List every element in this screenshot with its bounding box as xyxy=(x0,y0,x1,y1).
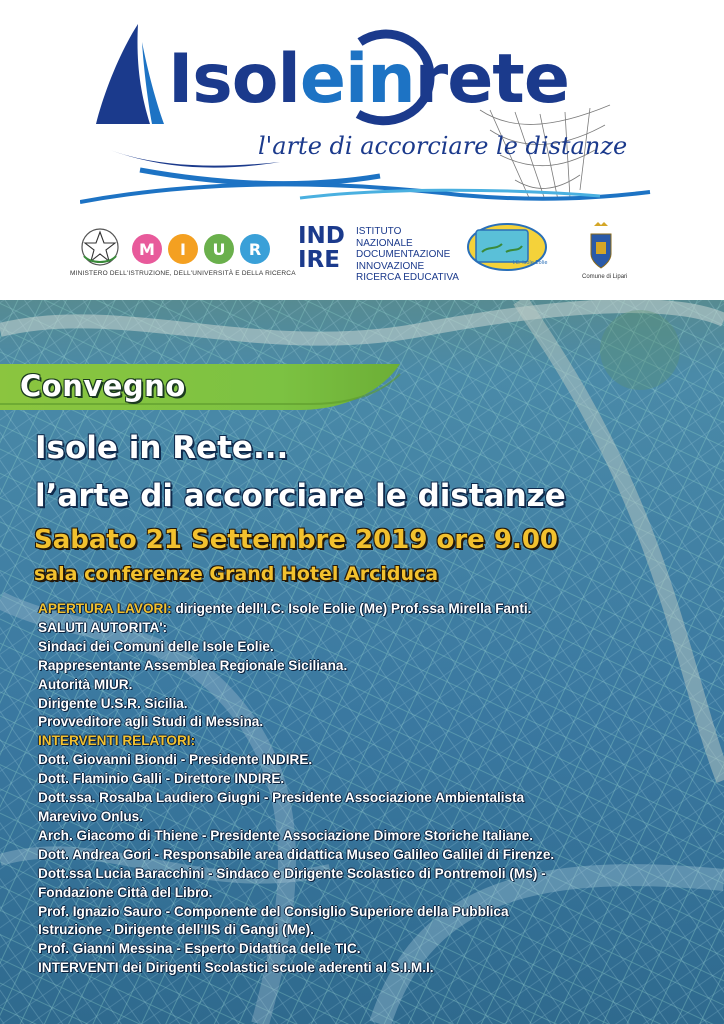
program-line xyxy=(38,676,718,695)
program-text: Dott. Andrea Gori - Responsabile area didattica Museo Galileo Galilei di Firenze. xyxy=(38,846,555,862)
program-text: Dott.ssa. Rosalba Laudiero Giugni - Presidente Associazione Ambientalista xyxy=(38,790,525,806)
program-text: Dott.ssa Lucia Baracchini - Sindaco e Dirigente Scolastico di Pontremoli (Ms) - xyxy=(38,865,546,881)
program-line xyxy=(38,846,718,865)
indire-mark-top: IND xyxy=(298,223,345,249)
event-date: Sabato 21 Settembre 2019 ore 9.00 xyxy=(34,525,558,555)
program-heading: APERTURA LAVORI: xyxy=(38,601,172,616)
event-venue: sala conferenze Grand Hotel Arciduca xyxy=(34,563,439,585)
program-text: Istruzione - Dirigente dell'IIS di Gangi (Me). xyxy=(38,922,314,938)
sailboat-icon xyxy=(90,22,170,132)
miur-letter-r: R xyxy=(248,240,262,259)
program-line xyxy=(38,959,718,978)
program-text: INTERVENTI dei Dirigenti Scolastici scuole aderenti al S.I.M.I. xyxy=(38,960,434,976)
miur-letter-u: U xyxy=(212,240,226,259)
logo-title-in: in xyxy=(344,40,415,119)
miur-letter-m: M xyxy=(139,240,155,259)
logo-title-rete: rete xyxy=(414,40,569,119)
miur-letter-i: I xyxy=(180,240,186,259)
logo-tagline: l'arte di accorciare le distanze xyxy=(258,132,628,160)
program-text: Marevivo Onlus. xyxy=(38,808,144,824)
school-caption: I.C. Isole Eolie xyxy=(512,260,548,266)
program-text: Arch. Giacomo di Thiene - Presidente Associazione Dimore Storiche Italiane. xyxy=(38,827,534,843)
program-text: Prof. Ignazio Sauro - Componente del Consiglio Superiore della Pubblica xyxy=(38,903,509,919)
school-logo xyxy=(466,222,548,272)
comune-caption: Comune di Lipari xyxy=(582,274,628,280)
program-line xyxy=(38,695,718,714)
program-text: Fondazione Città del Libro. xyxy=(38,884,213,900)
program-line xyxy=(38,865,718,884)
program-text: Provveditore agli Studi di Messina. xyxy=(38,714,264,730)
program-line xyxy=(38,789,718,808)
program-heading: INTERVENTI RELATORI: xyxy=(38,733,196,749)
program-line xyxy=(38,903,718,922)
event-title-line2: l’arte di accorciare le distanze xyxy=(35,478,566,514)
coat-of-arms-icon xyxy=(588,220,614,270)
logo-title-isol: Isol xyxy=(168,40,300,119)
program-line xyxy=(38,713,718,732)
program-text: Dott. Flaminio Galli - Direttore INDIRE. xyxy=(38,771,285,787)
program-line xyxy=(38,751,718,770)
miur-caption: MINISTERO DELL'ISTRUZIONE, DELL'UNIVERSITÀ E DELLA RICERCA xyxy=(70,270,296,277)
indire-caption-line: DOCUMENTAZIONE xyxy=(356,249,451,260)
indire-caption xyxy=(356,226,459,284)
program-line xyxy=(38,657,718,676)
indire-mark-bottom: IRE xyxy=(298,247,340,273)
waves-icon xyxy=(80,140,680,220)
indire-caption-line: ISTITUTO xyxy=(356,226,402,237)
program-line xyxy=(38,940,718,959)
program-line xyxy=(38,884,718,903)
program-line xyxy=(38,732,718,751)
miur-logo xyxy=(130,232,280,266)
program-line xyxy=(38,827,718,846)
program-line xyxy=(38,770,718,789)
program-text: Dott. Giovanni Biondi - Presidente INDIRE. xyxy=(38,752,313,768)
e-ring-icon xyxy=(330,22,440,132)
indire-mark xyxy=(298,224,345,272)
comune-lipari-logo xyxy=(582,220,628,280)
program-text: SALUTI AUTORITA': xyxy=(38,619,168,635)
convegno-label: Convegno xyxy=(20,369,186,403)
header xyxy=(0,0,724,300)
program-text: Dirigente U.S.R. Sicilia. xyxy=(38,695,188,711)
indire-caption-line: RICERCA EDUCATIVA xyxy=(356,272,459,283)
program-line xyxy=(38,638,718,657)
program-line xyxy=(38,600,718,619)
italian-emblem-icon xyxy=(80,226,120,268)
indire-caption-line: INNOVAZIONE xyxy=(356,260,425,272)
program-line xyxy=(38,619,718,638)
indire-caption-line: NAZIONALE xyxy=(356,237,413,249)
program-text: Prof. Gianni Messina - Esperto Didattica delle TIC. xyxy=(38,941,361,957)
program-text: dirigente dell'I.C. Isole Eolie (Me) Prof.ssa Mirella Fanti. xyxy=(171,601,532,616)
program-text: Autorità MIUR. xyxy=(38,676,133,692)
logo-title-e: e xyxy=(299,40,345,119)
program-text: Sindaci dei Comuni delle Isole Eolie. xyxy=(38,638,274,654)
partner-logos xyxy=(0,218,724,288)
program-line xyxy=(38,921,718,940)
event-title-line1: Isole in Rete... xyxy=(35,430,289,466)
program-list xyxy=(38,600,718,978)
program-line xyxy=(38,808,718,827)
program-text: Rappresentante Assemblea Regionale Siciliana. xyxy=(38,657,348,673)
